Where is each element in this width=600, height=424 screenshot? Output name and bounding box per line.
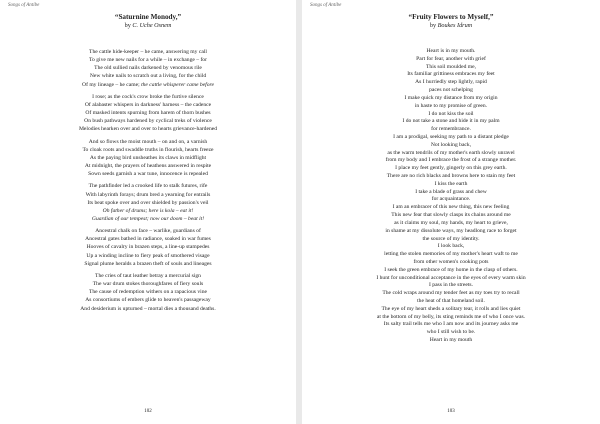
- poem-line: I rose; as the cock's crow broke the furtive silence: [92, 93, 204, 100]
- poem-line: Of masked intents spurning from harem of thorn bushes: [85, 110, 211, 117]
- poem-line: The cattle hide-keeper – he came, answering my call: [89, 49, 207, 55]
- poem-title: “Fruity Flowers to Myself,”: [408, 13, 494, 21]
- poem-line: in shame at my dissolute ways, my headlong race to forget: [385, 227, 517, 234]
- poem-line: On bush pathways hardened by cyclical treks of violence: [84, 118, 212, 125]
- poem-line: I make quick my distance from my origin: [404, 94, 498, 101]
- byline-prefix: by: [429, 22, 437, 29]
- poem-line: for remembrance.: [431, 126, 471, 133]
- poem-line: I kiss the earth: [434, 180, 468, 187]
- poem-body: [0, 48, 296, 317]
- poem-line: I am a prodigal, seeking my path to a distant pledge: [393, 133, 509, 140]
- poem-line: the heat of that homeland soil.: [417, 298, 485, 304]
- poem-line: I seek the green embrace of my home in the clasp of others.: [384, 266, 518, 273]
- poem-line: At midnight, the prayers of heathens answered in respite: [84, 163, 212, 170]
- running-head: Songs of Antibe: [310, 3, 342, 8]
- poem-line: Heart is in my mouth.: [426, 48, 476, 54]
- poem-line: And so flows the moist mouth – on and on, a varnish: [88, 138, 208, 145]
- poem-line: And desiderium is upturned – mortal dies a thousand deaths.: [80, 305, 216, 312]
- poem-line: Its salty trail tells me who I am now and its journey asks me: [383, 321, 519, 328]
- stanza: [0, 272, 296, 313]
- right-page: [302, 0, 600, 424]
- poem-line: I look back,: [437, 243, 465, 250]
- author-name: C. Uche Osnem: [132, 22, 172, 29]
- poem-line: I do not kiss the soil: [428, 110, 474, 117]
- poem-line: As I hurriedly step lightly, rapid: [415, 79, 487, 86]
- poem-line: The cause of redemption withers on a rapacious vine: [88, 289, 208, 296]
- poem-line: This new fear that slowly clasps its chains around me: [391, 212, 511, 219]
- poem-line: The cold wraps around my tender feet as my toes try to recall: [382, 290, 520, 297]
- poem-line: To give me new nails for a while – in exchange – for: [89, 57, 207, 64]
- left-page: [0, 0, 296, 424]
- poem-line: Guardian of our tempest; now our doom – beat it!: [91, 215, 205, 222]
- poem-line: Of alabaster whispers in darkness' harness – the cadence: [84, 101, 212, 108]
- page-number: 103: [447, 409, 455, 414]
- poem-line: Ancestral chalk on face – warlike, guardians of: [95, 228, 201, 235]
- poem-body: [302, 48, 600, 345]
- poem-line: Its beat spoke over and over shielded by passion's veil: [87, 199, 209, 206]
- poem-line: Its familiar grittiness embraces my feet: [407, 71, 495, 78]
- poem-line: the source of my identity.: [422, 235, 480, 242]
- poem-line: To cloak roots and swaddle truths in flourish, hearts freeze: [82, 146, 214, 153]
- poem-line: I place my feet gently, gingerly on this grey earth.: [395, 165, 507, 172]
- poem-line: letting the stolen memories of my mother's heart waft to me: [384, 251, 518, 258]
- poem-line: As consortiums of embers glide to heaven's passageway: [85, 297, 211, 304]
- poem-line: Oh father of drums; here is kola – eat it!: [102, 207, 194, 214]
- poem-line: Part for fear, another with grief: [416, 55, 486, 62]
- poem-line: I pass in the streets.: [429, 282, 473, 289]
- stanza: [0, 48, 296, 89]
- poem-line: I do not take a stone and hide it in my palm: [402, 118, 500, 125]
- stanza: [0, 93, 296, 134]
- poem-line: Ancestral gates bathed in radiance, soaked in war fumes: [85, 236, 211, 243]
- byline-prefix: by: [124, 22, 131, 29]
- page-number: 102: [144, 409, 152, 414]
- poem-byline: [302, 22, 600, 29]
- poem-line: This soil moulded me,: [425, 63, 477, 70]
- poem-line: Hooves of cavalry in brazen steps, a line-up stampedes: [86, 244, 210, 251]
- poem-line: in haste to my promise of green.: [414, 102, 488, 109]
- stanza: [0, 227, 296, 268]
- poem-line: With labyrinth forays; drum bred a yearning for entrails: [85, 191, 211, 198]
- poem-line: from other women's cooking pots: [413, 258, 489, 265]
- poem-line: Not looking back,: [430, 141, 472, 148]
- poem-line: as it claims my soul, my hands, my heart to grieve,: [394, 219, 508, 226]
- poem-line: Up a winding incline to fiery peak of smothered visage: [86, 252, 210, 259]
- poem-line: for acquaintance.: [431, 196, 471, 203]
- poem-line: from my body and I embrace the frost of a strange mother.: [385, 157, 517, 164]
- poem-line: The cries of taut leather betray a mercurial sign: [95, 272, 201, 279]
- poem-line: The eye of my heart sheds a solitary tear, it rolls and lies quiet: [381, 305, 521, 312]
- poem-line: Of my lineage – he came; the cattle whisperer came before: [82, 81, 214, 88]
- poem-line: The war drum stokes thoroughfares of fiery souls: [92, 281, 204, 288]
- poem-line: at the bottom of my belly, its sting reminds me of who I once was.: [376, 313, 526, 320]
- poem-line: Melodies hearken over and over to hearts grievance-hardened: [78, 126, 218, 133]
- poem-line: I take a blade of grass and chew: [415, 188, 487, 195]
- poem-byline: [0, 22, 296, 29]
- poem-line: The old sullied nails darkened by venomous rile: [94, 65, 202, 72]
- running-head: Songs of Antibe: [8, 3, 40, 8]
- author-name: Boukes Idrum: [437, 22, 473, 29]
- italic-phrase: the cattle whisperer came before: [141, 81, 214, 88]
- poem-line: paces not schelping: [429, 87, 473, 94]
- poem-line: There are no rich blacks and browns here to stain my feet: [386, 173, 516, 179]
- poem-line: Sown seeds garnish a war tune, innocence is repealed: [88, 171, 208, 178]
- poem-line: I am an embracer of this new thing, this new feeling: [392, 204, 510, 211]
- poem-line: I hunt for unconditional acceptance in the eyes of every warm skin: [376, 274, 526, 281]
- poem-line: Signal plume heralds a brazen theft of souls and lineages: [84, 260, 212, 267]
- stanza: [0, 182, 296, 223]
- poem-line: as the warm tendrils of my mother's earth slowly unravel: [387, 149, 515, 156]
- poem-title: “Saturnine Monody,”: [114, 13, 182, 21]
- poem-line: who I still wish to be.: [426, 329, 476, 336]
- poem-line: The pathfinder led a crooked life to stalk futures, rife: [88, 183, 208, 190]
- stanza: [0, 138, 296, 179]
- poem-line: As the paying bird unsheathes its claws in midflight: [89, 154, 207, 161]
- poem-line: Heart in my mouth: [429, 337, 473, 344]
- poem-line: New white nails to scratch out a living, for the child: [89, 73, 207, 80]
